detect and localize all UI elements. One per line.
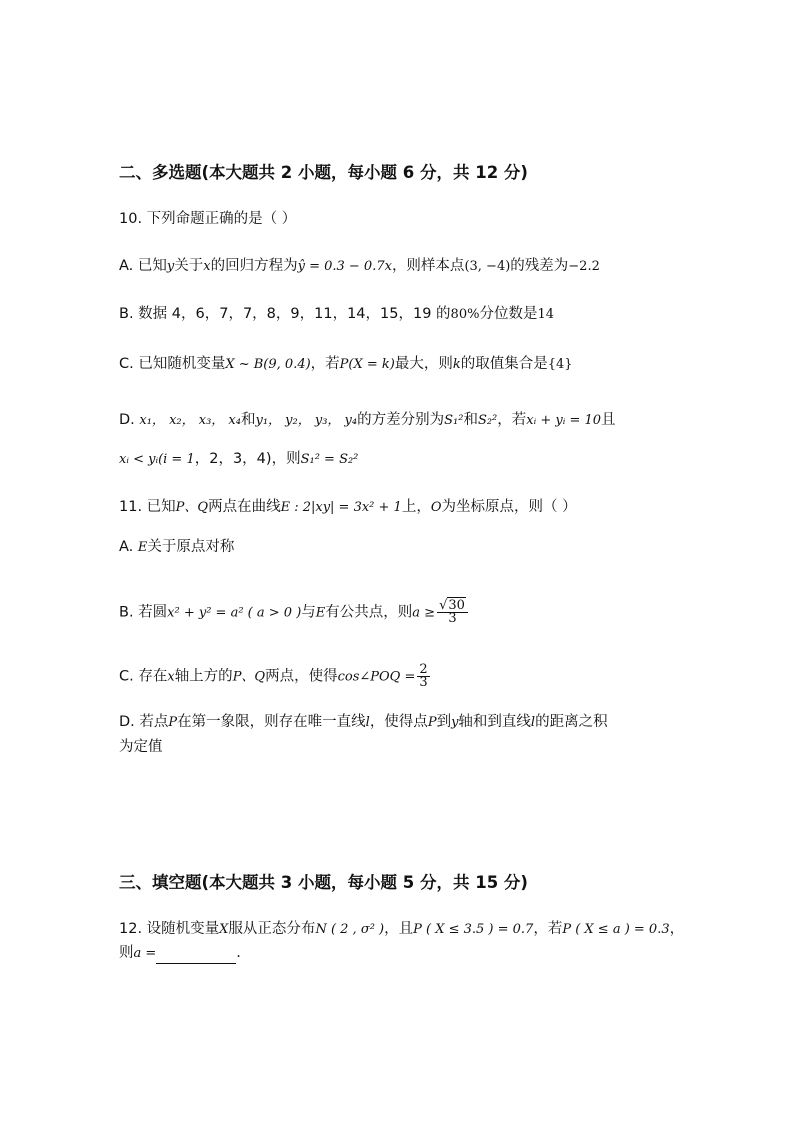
question-10-option-b: B. 数据 4，6，7，7，8，9，11，14，15，19 的80%分位数是14 [119, 306, 554, 322]
question-10-option-d-continued: xᵢ < yᵢ(i = 1，2，3，4)，则S₁² = S₂² [119, 451, 359, 467]
question-10-option-d: D. x₁， x₂， x₃， x₄和y₁， y₂， y₃， y₄的方差分别为S₁²和S₂²，若xᵢ + yᵢ = 10且 [119, 412, 616, 428]
question-12-answer-line: 则a = . [119, 943, 241, 964]
question-11-stem: 11. 已知P、Q两点在曲线E : 2|xy| = 3x² + 1上，O为坐标原点，则（ ） [119, 499, 577, 515]
question-10-option-a: A. 已知y关于x的回归方程为ŷ = 0.3 − 0.7x，则样本点(3, −4)的残差为−2.2 [119, 258, 600, 274]
section-2-heading: 二、多选题(本大题共 2 小题，每小题 6 分，共 12 分) [119, 163, 528, 182]
question-11-option-c: C. 存在x轴上方的P、Q两点，使得cos∠POQ = $\frac{2}{3}$ [119, 662, 428, 690]
question-10-option-c: C. 已知随机变量X ~ B(9, 0.4)，若P(X = k)最大，则k的取值集合是{4} [119, 356, 573, 372]
question-11-option-d-continued: 为定值 [119, 739, 163, 755]
question-11-option-b: B. 若圆x² + y² = a² ( a > 0 )与E有公共点，则a ≥ $\frac{√30}{3}$ [119, 600, 470, 625]
section-3-heading: 三、填空题(本大题共 3 小题，每小题 5 分，共 15 分) [119, 873, 528, 892]
sqrt30-over-3-fraction: $\frac{√30}{3}$ [437, 600, 468, 625]
question-11-option-d: D. 若点P在第一象限，则存在唯一直线l，使得点P到y轴和到直线l的距离之积 [119, 714, 608, 730]
answer-blank[interactable] [156, 949, 236, 964]
question-11-option-a: A. E关于原点对称 [119, 539, 235, 555]
question-12-stem: 12. 设随机变量X服从正态分布N ( 2 , σ² )，且P ( X ≤ 3.5 ) = 0.7，若P ( X ≤ a ) = 0.3， [119, 921, 685, 937]
two-thirds-fraction: $\frac{2}{3}$ [419, 662, 428, 690]
question-10-stem: 10. 下列命题正确的是（ ） [119, 211, 297, 227]
